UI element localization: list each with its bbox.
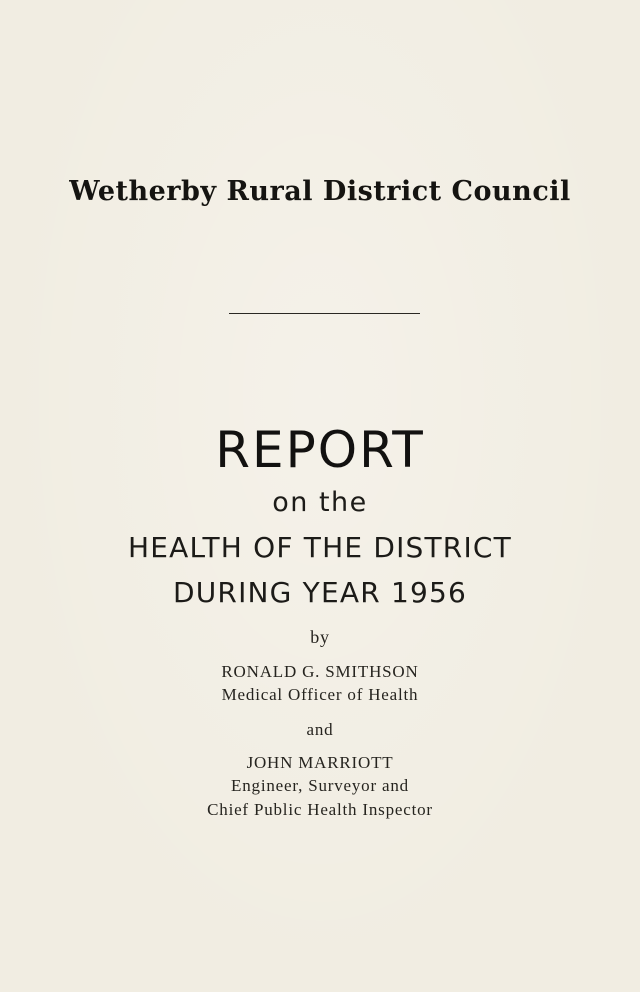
subtitle-year: DURING YEAR 1956 xyxy=(172,576,468,609)
author1-name: RONALD G. SMITHSON xyxy=(221,662,419,681)
report-title: REPORT xyxy=(215,421,425,479)
and-label: and xyxy=(306,720,334,739)
author2-title-line2: Chief Public Health Inspector xyxy=(207,800,433,819)
author2-name: JOHN MARRIOTT xyxy=(246,753,394,772)
subtitle-health: HEALTH OF THE DISTRICT xyxy=(128,531,512,564)
subtitle-on-the: on the xyxy=(272,487,368,518)
author1-title: Medical Officer of Health xyxy=(221,685,419,704)
by-label: by xyxy=(310,627,330,647)
council-name: Wetherby Rural District Council xyxy=(69,176,571,207)
author2-title-line1: Engineer, Surveyor and xyxy=(231,776,409,795)
divider-rule xyxy=(229,313,420,314)
